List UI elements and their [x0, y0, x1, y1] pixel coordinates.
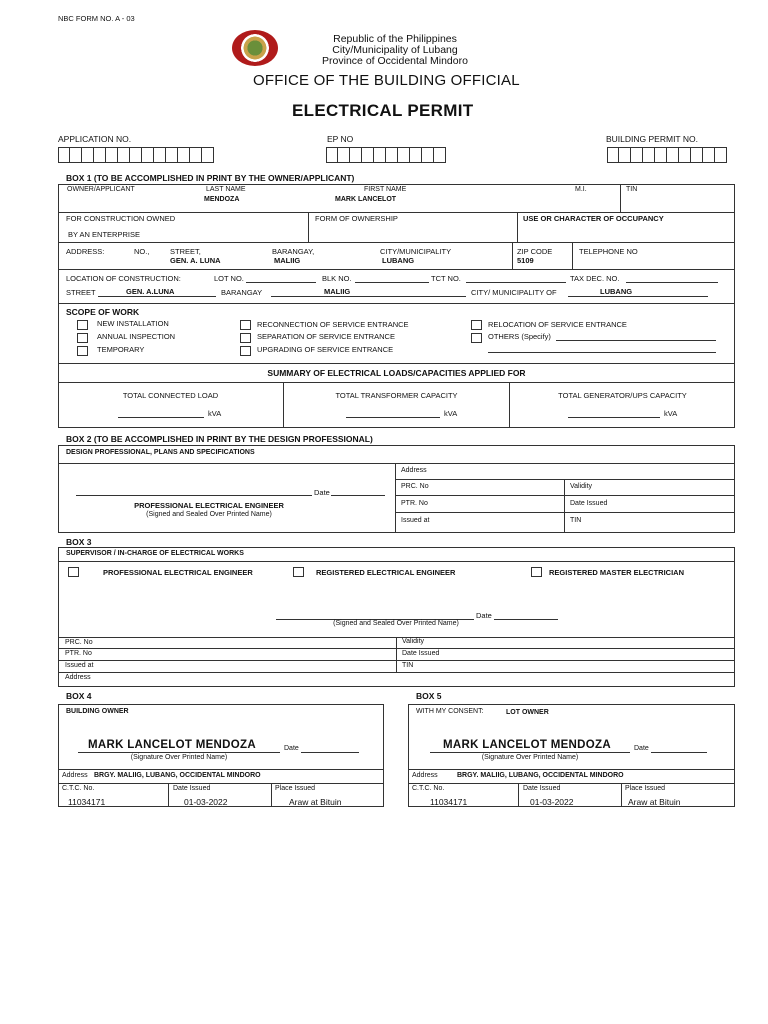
loc-city-label: CITY/ MUNICIPALITY OF: [471, 288, 557, 297]
zip-value[interactable]: 5109: [517, 256, 534, 265]
relocation-checkbox[interactable]: [471, 320, 482, 330]
design-issued-at-label: Issued at: [401, 517, 430, 524]
municipal-seal-logo: [232, 30, 278, 66]
design-tin-label: TIN: [570, 517, 582, 524]
reconnection-label: RECONNECTION OF SERVICE ENTRANCE: [257, 320, 409, 329]
supervisor-ptr-label: PTR. No: [65, 650, 92, 657]
design-signature-line[interactable]: [76, 495, 312, 496]
design-pee-label: PROFESSIONAL ELECTRICAL ENGINEER: [134, 501, 284, 510]
design-date-issued-label: Date Issued: [570, 500, 608, 507]
tin-label: TIN: [626, 186, 638, 193]
others-label: OTHERS (Specify): [488, 332, 551, 341]
loc-barangay-line: [271, 296, 466, 297]
for-construction-label: FOR CONSTRUCTION OWNED: [66, 214, 176, 223]
annual-inspection-checkbox[interactable]: [77, 333, 88, 343]
supervisor-date-issued-label: Date Issued: [402, 650, 440, 657]
city-label: CITY/MUNICIPALITY: [380, 247, 452, 256]
box4-signature-line: [78, 752, 280, 753]
supervisor-pee-label: PROFESSIONAL ELECTRICAL ENGINEER: [103, 568, 253, 577]
tax-dec-label: TAX DEC. NO.: [570, 274, 620, 283]
box4-place-value[interactable]: Araw at Bituin: [289, 797, 342, 807]
box5-address-value[interactable]: BRGY. MALIIG, LUBANG, OCCIDENTAL MINDORO: [457, 772, 624, 779]
application-no-label: APPLICATION NO.: [58, 134, 132, 144]
box5-consent-label: WITH MY CONSENT:: [416, 708, 484, 715]
upgrading-checkbox[interactable]: [240, 346, 251, 356]
supervisor-ree-checkbox[interactable]: [293, 567, 304, 577]
box5-signature-caption: (Signature Over Printed Name): [481, 754, 579, 761]
page-title: ELECTRICAL PERMIT: [292, 101, 474, 120]
first-name-label: FIRST NAME: [364, 186, 407, 193]
loc-street-value[interactable]: GEN. A.LUNA: [126, 287, 175, 296]
box4-address-value[interactable]: BRGY. MALIIG, LUBANG, OCCIDENTAL MINDORO: [94, 772, 261, 779]
new-installation-checkbox[interactable]: [77, 320, 88, 330]
street-label: STREET,: [170, 247, 201, 256]
temporary-checkbox[interactable]: [77, 346, 88, 356]
total-generator-line[interactable]: [568, 417, 660, 418]
by-enterprise-label: BY AN ENTERPRISE: [68, 230, 140, 239]
design-signed-caption: (Signed and Sealed Over Printed Name): [146, 511, 272, 518]
design-date-line[interactable]: [331, 495, 385, 496]
box4-ctc-value[interactable]: 11034171: [68, 797, 106, 807]
supervisor-ree-label: REGISTERED ELECTRICAL ENGINEER: [316, 568, 456, 577]
header-province: Province of Occidental Mindoro: [322, 55, 468, 67]
supervisor-tin-label: TIN: [402, 662, 414, 669]
barangay-label: BARANGAY,: [272, 247, 315, 256]
box5-address-label: Address: [412, 772, 438, 779]
total-connected-unit: kVA: [208, 409, 222, 418]
box4-address-label: Address: [62, 772, 88, 779]
no-label: NO.,: [134, 247, 150, 256]
total-transformer-unit: kVA: [444, 409, 458, 418]
others-specify-line-2[interactable]: [488, 352, 716, 353]
box5-consent-role: LOT OWNER: [506, 709, 549, 716]
box4-subheading: BUILDING OWNER: [66, 708, 129, 715]
building-permit-no-label: BUILDING PERMIT NO.: [606, 134, 698, 144]
tct-no-line[interactable]: [466, 282, 566, 283]
zip-label: ZIP CODE: [517, 247, 553, 256]
loc-street-line: [98, 296, 216, 297]
loc-street-label: STREET: [66, 288, 96, 297]
box5-date-issued-label: Date Issued: [523, 785, 561, 792]
ep-no-label: EP NO: [327, 134, 354, 144]
others-checkbox[interactable]: [471, 333, 482, 343]
blk-no-line[interactable]: [355, 282, 429, 283]
separation-checkbox[interactable]: [240, 333, 251, 343]
blk-no-label: BLK NO.: [322, 274, 352, 283]
lot-no-line[interactable]: [246, 282, 316, 283]
total-generator-label: TOTAL GENERATOR/UPS CAPACITY: [558, 391, 687, 400]
box5-date-line[interactable]: [651, 752, 707, 753]
tct-no-label: TCT NO.: [431, 274, 461, 283]
supervisor-address-label: Address: [65, 674, 91, 681]
box4-place-label: Place Issued: [275, 785, 316, 792]
box4-date-issued-label: Date Issued: [173, 785, 211, 792]
last-name-label: LAST NAME: [206, 186, 246, 193]
box5-place-label: Place Issued: [625, 785, 666, 792]
others-specify-line[interactable]: [556, 340, 716, 341]
lot-no-label: LOT NO.: [214, 274, 244, 283]
supervisor-heading: SUPERVISOR / IN-CHARGE OF ELECTRICAL WORKS: [66, 550, 244, 557]
scope-heading: SCOPE OF WORK: [66, 307, 140, 317]
reconnection-checkbox[interactable]: [240, 320, 251, 330]
supervisor-prc-label: PRC. No: [65, 639, 93, 646]
loc-city-value[interactable]: LUBANG: [600, 287, 633, 296]
supervisor-rme-label: REGISTERED MASTER ELECTRICIAN: [549, 568, 685, 577]
use-character-label: USE OR CHARACTER OF OCCUPANCY: [523, 214, 664, 223]
location-label: LOCATION OF CONSTRUCTION:: [66, 274, 181, 283]
owner-applicant-label: OWNER/APPLICANT: [67, 186, 135, 193]
box5-date-label: Date: [634, 745, 649, 752]
box4-ctc-label: C.T.C. No.: [62, 785, 95, 792]
header-municipality: City/Municipality of Lubang: [332, 44, 458, 56]
total-connected-label: TOTAL CONNECTED LOAD: [122, 391, 219, 400]
relocation-label: RELOCATION OF SERVICE ENTRANCE: [488, 320, 627, 329]
separation-label: SEPARATION OF SERVICE ENTRANCE: [257, 332, 395, 341]
summary-heading: SUMMARY OF ELECTRICAL LOADS/CAPACITIES APPLIED FOR: [267, 368, 526, 378]
design-date-label: Date: [314, 488, 330, 497]
total-generator-unit: kVA: [664, 409, 678, 418]
telephone-label: TELEPHONE NO: [579, 247, 638, 256]
new-installation-label: NEW INSTALLATION: [97, 319, 169, 328]
box3-heading: BOX 3: [66, 537, 92, 547]
total-connected-line[interactable]: [118, 417, 204, 418]
annual-inspection-label: ANNUAL INSPECTION: [97, 332, 176, 341]
last-name-value[interactable]: MENDOZA: [204, 196, 240, 203]
header-republic: Republic of the Philippines: [333, 33, 457, 45]
box5-ctc-value[interactable]: 11034171: [430, 797, 468, 807]
upgrading-label: UPGRADING OF SERVICE ENTRANCE: [257, 345, 394, 354]
box4-date-label: Date: [284, 745, 299, 752]
loc-barangay-value[interactable]: MALIIG: [324, 287, 351, 296]
mi-label: M.I.: [575, 186, 587, 193]
box5-owner-name[interactable]: MARK LANCELOT MENDOZA: [443, 739, 611, 751]
box4-date-line[interactable]: [301, 752, 359, 753]
supervisor-signed-caption: (Signed and Sealed Over Printed Name): [333, 620, 459, 627]
city-value[interactable]: LUBANG: [382, 256, 415, 265]
box2-frame: [58, 445, 735, 533]
form-number: NBC FORM NO. A - 03: [58, 14, 135, 23]
building-permit-no-field[interactable]: [607, 147, 727, 163]
box4-heading: BOX 4: [66, 691, 92, 701]
first-name-value[interactable]: MARK LANCELOT: [335, 196, 397, 203]
total-transformer-line[interactable]: [346, 417, 440, 418]
total-transformer-label: TOTAL TRANSFORMER CAPACITY: [335, 391, 458, 400]
supervisor-validity-label: Validity: [402, 638, 425, 645]
temporary-label: TEMPORARY: [97, 345, 145, 354]
box5-date-issued-value[interactable]: 01-03-2022: [530, 797, 574, 807]
box4-date-issued-value[interactable]: 01-03-2022: [184, 797, 228, 807]
tax-dec-line[interactable]: [626, 282, 718, 283]
box5-place-value[interactable]: Araw at Bituin: [628, 797, 681, 807]
supervisor-date-label: Date: [476, 611, 492, 620]
design-validity-label: Validity: [570, 483, 593, 490]
supervisor-issued-at-label: Issued at: [65, 662, 94, 669]
street-value[interactable]: GEN. A. LUNA: [170, 256, 221, 265]
box5-ctc-label: C.T.C. No.: [412, 785, 445, 792]
ep-no-field[interactable]: [326, 147, 446, 163]
box2-heading: BOX 2 (TO BE ACCOMPLISHED IN PRINT BY THE DESIGN PROFESSIONAL): [66, 434, 373, 444]
design-ptr-label: PTR. No: [401, 500, 428, 507]
box4-signature-caption: (Signature Over Printed Name): [130, 754, 228, 761]
design-address-label: Address: [401, 467, 427, 474]
design-prc-label: PRC. No: [401, 483, 429, 490]
address-label: ADDRESS:: [66, 247, 105, 256]
form-ownership-label: FORM OF OWNERSHIP: [315, 214, 398, 223]
design-heading: DESIGN PROFESSIONAL, PLANS AND SPECIFICATIONS: [66, 449, 255, 456]
box5-signature-line: [430, 752, 630, 753]
box4-owner-name[interactable]: MARK LANCELOT MENDOZA: [88, 739, 256, 751]
box1-heading: BOX 1 (TO BE ACCOMPLISHED IN PRINT BY THE OWNER/APPLICANT): [66, 173, 355, 183]
office-title: OFFICE OF THE BUILDING OFFICIAL: [253, 72, 520, 89]
loc-city-line: [568, 296, 708, 297]
supervisor-pee-checkbox[interactable]: [68, 567, 79, 577]
loc-barangay-label: BARANGAY: [221, 288, 263, 297]
box5-heading: BOX 5: [416, 691, 442, 701]
barangay-value[interactable]: MALIIG: [274, 256, 301, 265]
supervisor-rme-checkbox[interactable]: [531, 567, 542, 577]
application-no-field[interactable]: [58, 147, 214, 163]
